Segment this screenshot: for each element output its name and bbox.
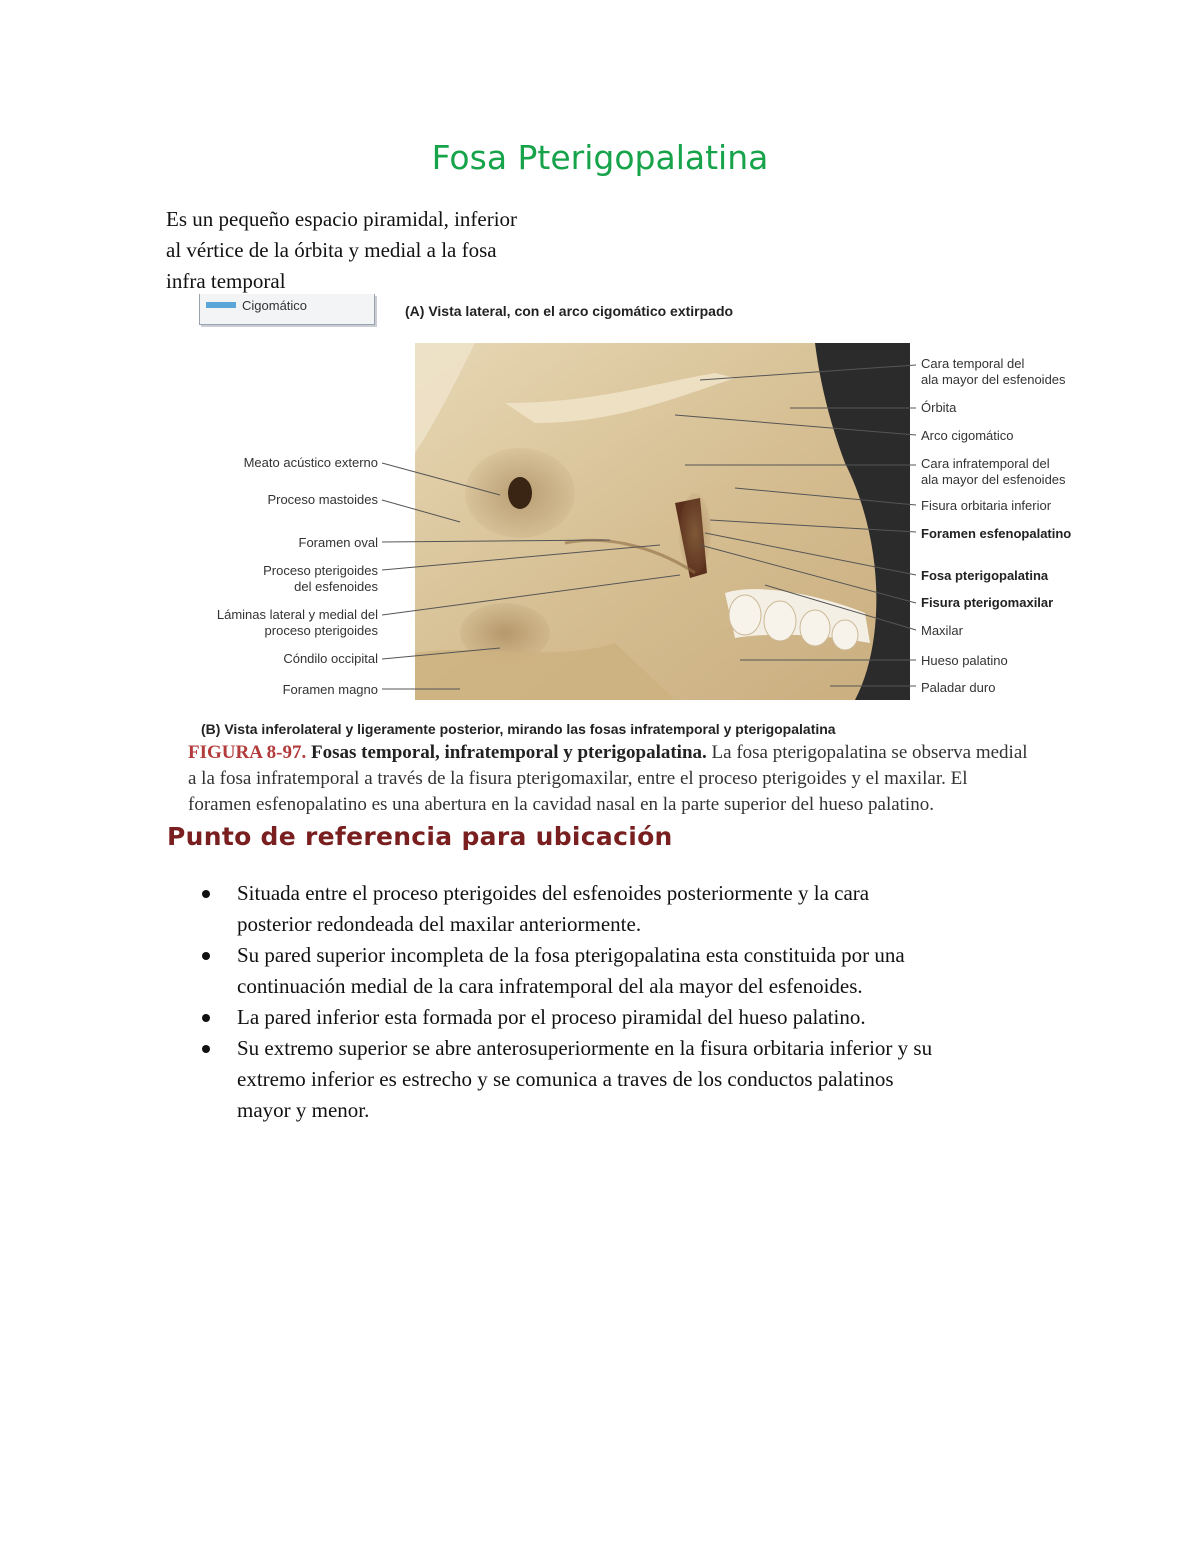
page-title: Fosa Pterigopalatina — [431, 138, 769, 177]
list-item — [196, 940, 1046, 1002]
bullet-list — [196, 878, 1046, 1126]
label-fosa-pterigopalatina: Fosa pterigopalatina — [921, 568, 1049, 583]
label-foramen-esfenopalatino: Foramen esfenopalatino — [921, 526, 1072, 541]
intro-paragraph — [166, 204, 586, 297]
label-laminas-2: proceso pterigoides — [264, 623, 378, 638]
label-meato-acustico: Meato acústico externo — [243, 455, 378, 470]
label-arco-cigomatico: Arco cigomático — [921, 428, 1014, 443]
list-item-line: extremo inferior es estrecho y se comunica a traves de los conductos palatinos — [237, 1067, 894, 1091]
label-fisura-orbitaria: Fisura orbitaria inferior — [921, 498, 1052, 513]
figure-caption-line: foramen esfenopalatino es una abertura en la cavidad nasal en la parte superior del hueso palatino. — [188, 794, 934, 815]
figure-title: Fosas temporal, infratemporal y pterigopalatina. — [310, 742, 707, 763]
bullet-icon — [202, 1014, 210, 1022]
intro-line: al vértice de la órbita y medial a la fosa — [166, 238, 497, 262]
label-fisura-pterigomaxilar: Fisura pterigomaxilar — [921, 595, 1054, 610]
list-item-line: mayor y menor. — [237, 1098, 370, 1122]
label-proceso-mastoides: Proceso mastoides — [267, 492, 378, 507]
list-item-line: posterior redondeada del maxilar anteriormente. — [237, 912, 642, 936]
label-cara-temporal: Cara temporal del — [921, 356, 1025, 371]
label-paladar-duro: Paladar duro — [921, 680, 996, 695]
label-hueso-palatino: Hueso palatino — [921, 653, 1008, 668]
list-item-line: continuación medial de la cara infratemporal del ala mayor del esfenoides. — [237, 974, 863, 998]
label-foramen-magno: Foramen magno — [282, 682, 378, 697]
figure-legend — [199, 294, 375, 325]
list-item-line: La pared inferior esta formada por el proceso piramidal del hueso palatino. — [237, 1005, 866, 1029]
intro-line: infra temporal — [166, 269, 286, 293]
label-cara-infratemporal-2: ala mayor del esfenoides — [921, 472, 1066, 487]
figure-number: FIGURA 8-97. — [188, 742, 307, 763]
figure-caption-line — [188, 740, 1123, 766]
figure-caption-b: (B) Vista inferolateral y ligeramente posterior, mirando las fosas infratemporal y pterigopalatina — [201, 721, 836, 737]
intro-line: Es un pequeño espacio piramidal, inferior — [166, 207, 518, 231]
list-item-line: Su pared superior incompleta de la fosa pterigopalatina esta constituida por una — [237, 943, 905, 967]
label-cara-infratemporal: Cara infratemporal del — [921, 456, 1050, 471]
bullet-icon — [202, 890, 210, 898]
label-cara-temporal-2: ala mayor del esfenoides — [921, 372, 1066, 387]
list-item-line: Su extremo superior se abre anterosuperiormente en la fisura orbitaria inferior y su — [237, 1036, 933, 1060]
legend-label: Cigomático — [242, 298, 308, 313]
label-maxilar: Maxilar — [921, 623, 963, 638]
figure-caption-line: a la fosa infratemporal a través de la fisura pterigomaxilar, entre el proceso pterigoides y el maxilar. El — [188, 768, 968, 789]
figure-caption-a: (A) Vista lateral, con el arco cigomático extirpado — [405, 303, 734, 319]
legend-swatch — [206, 302, 236, 308]
label-foramen-oval: Foramen oval — [298, 535, 378, 550]
list-item — [196, 1033, 1046, 1126]
list-item-line: Situada entre el proceso pterigoides del esfenoides posteriormente y la cara — [237, 881, 870, 905]
list-item — [196, 1002, 1046, 1033]
section-heading: Punto de referencia para ubicación — [167, 822, 673, 851]
figure-caption-text: La fosa pterigopalatina se observa medial — [711, 742, 1028, 763]
label-orbita: Órbita — [921, 400, 957, 415]
label-proceso-pterigoides: Proceso pterigoides — [263, 563, 378, 578]
skull-photo — [415, 343, 910, 700]
label-proceso-pterigoides-2: del esfenoides — [294, 579, 378, 594]
label-condilo-occipital: Cóndilo occipital — [283, 651, 378, 666]
list-item — [196, 878, 1046, 940]
bullet-icon — [202, 952, 210, 960]
figure-caption — [188, 740, 1123, 818]
bullet-icon — [202, 1045, 210, 1053]
label-laminas: Láminas lateral y medial del — [216, 607, 378, 622]
